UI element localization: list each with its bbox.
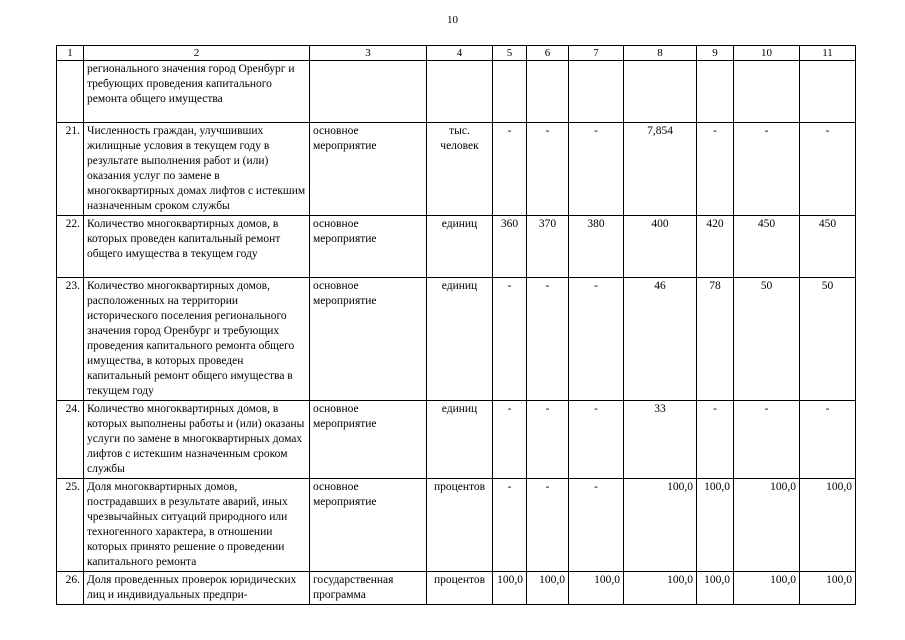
value-cell: 380 [569,216,624,278]
indicator-type: основное мероприятие [310,123,427,216]
unit-cell: единиц [427,216,493,278]
value-cell: 50 [800,278,856,401]
indicators-table [56,45,856,605]
indicator-type [310,61,427,123]
table-row [57,572,856,605]
value-cell: 450 [800,216,856,278]
value-cell: - [569,278,624,401]
table-row [57,61,856,123]
value-cell: 100,0 [800,572,856,605]
value-cell: 400 [624,216,697,278]
indicator-name: Численность граждан, улучшивших жилищные условия в текущем году в результате выполнения работ и (или) оказания услуг по замене в многоквартирных домах лифтов с истекшим назначенным сроком службы [84,123,310,216]
value-cell: - [734,123,800,216]
column-header: 6 [527,46,569,61]
indicator-name: Количество многоквартирных домов, в которых проведен капитальный ремонт общего имущества в текущем году [84,216,310,278]
value-cell [569,61,624,123]
value-cell [527,61,569,123]
value-cell: 33 [624,401,697,479]
value-cell: - [493,278,527,401]
indicator-type: основное мероприятие [310,479,427,572]
table-row [57,123,856,216]
page-number: 10 [447,14,458,26]
column-header: 3 [310,46,427,61]
column-number-row [57,46,856,61]
column-header: 11 [800,46,856,61]
value-cell: 420 [697,216,734,278]
value-cell: - [697,401,734,479]
column-header: 2 [84,46,310,61]
column-header: 7 [569,46,624,61]
value-cell: 450 [734,216,800,278]
unit-cell: единиц [427,401,493,479]
value-cell: - [800,401,856,479]
value-cell: 360 [493,216,527,278]
table-row [57,479,856,572]
value-cell: 100,0 [493,572,527,605]
unit-cell [427,61,493,123]
value-cell: - [697,123,734,216]
value-cell [493,61,527,123]
value-cell: 100,0 [624,572,697,605]
column-header: 10 [734,46,800,61]
value-cell: 100,0 [697,572,734,605]
value-cell: 100,0 [697,479,734,572]
value-cell: 7,854 [624,123,697,216]
column-header: 8 [624,46,697,61]
value-cell: - [569,401,624,479]
value-cell: - [527,479,569,572]
column-header: 5 [493,46,527,61]
row-number: 23. [57,278,84,401]
value-cell: - [527,278,569,401]
column-header: 1 [57,46,84,61]
value-cell: 50 [734,278,800,401]
indicator-type: основное мероприятие [310,216,427,278]
value-cell [800,61,856,123]
row-number: 21. [57,123,84,216]
value-cell: 100,0 [734,479,800,572]
indicator-type: основное мероприятие [310,401,427,479]
value-cell: 100,0 [624,479,697,572]
row-number: 25. [57,479,84,572]
value-cell: - [493,123,527,216]
value-cell: 370 [527,216,569,278]
column-header: 4 [427,46,493,61]
unit-cell: единиц [427,278,493,401]
table-row [57,216,856,278]
value-cell: - [493,479,527,572]
row-number: 22. [57,216,84,278]
value-cell: 100,0 [569,572,624,605]
indicator-name: регионального значения город Оренбург и требующих проведения капитального ремонта общего имущества [84,61,310,123]
value-cell: 78 [697,278,734,401]
value-cell: - [734,401,800,479]
indicator-type: государственная программа [310,572,427,605]
value-cell: 100,0 [527,572,569,605]
indicator-name: Доля многоквартирных домов, пострадавших в результате аварий, иных чрезвычайных ситуаций природного или техногенного характера, в отношении которых принято решение о проведении капитального ремонта [84,479,310,572]
value-cell: - [800,123,856,216]
indicator-name: Доля проведенных проверок юридических лиц и индивидуальных предпри- [84,572,310,605]
unit-cell: процентов [427,479,493,572]
row-number: 26. [57,572,84,605]
value-cell: 100,0 [800,479,856,572]
indicator-type: основное мероприятие [310,278,427,401]
indicator-name: Количество многоквартирных домов, расположенных на территории исторического поселения регионального значения город Оренбург и требующих проведения капитального ремонта общего имущества, в которых проведен капитальный ремонт общего имущества в текущем году [84,278,310,401]
value-cell: - [569,123,624,216]
indicator-name: Количество многоквартирных домов, в которых выполнены работы и (или) оказаны услуги по замене в многоквартирных домах лифтов с истекшим назначенным сроком службы [84,401,310,479]
value-cell [697,61,734,123]
value-cell [624,61,697,123]
value-cell: - [527,401,569,479]
row-number: 24. [57,401,84,479]
table-row [57,278,856,401]
unit-cell: тыс. человек [427,123,493,216]
row-number [57,61,84,123]
table-row [57,401,856,479]
column-header: 9 [697,46,734,61]
value-cell: 100,0 [734,572,800,605]
value-cell: - [569,479,624,572]
unit-cell: процентов [427,572,493,605]
value-cell: - [493,401,527,479]
value-cell: 46 [624,278,697,401]
value-cell [734,61,800,123]
value-cell: - [527,123,569,216]
